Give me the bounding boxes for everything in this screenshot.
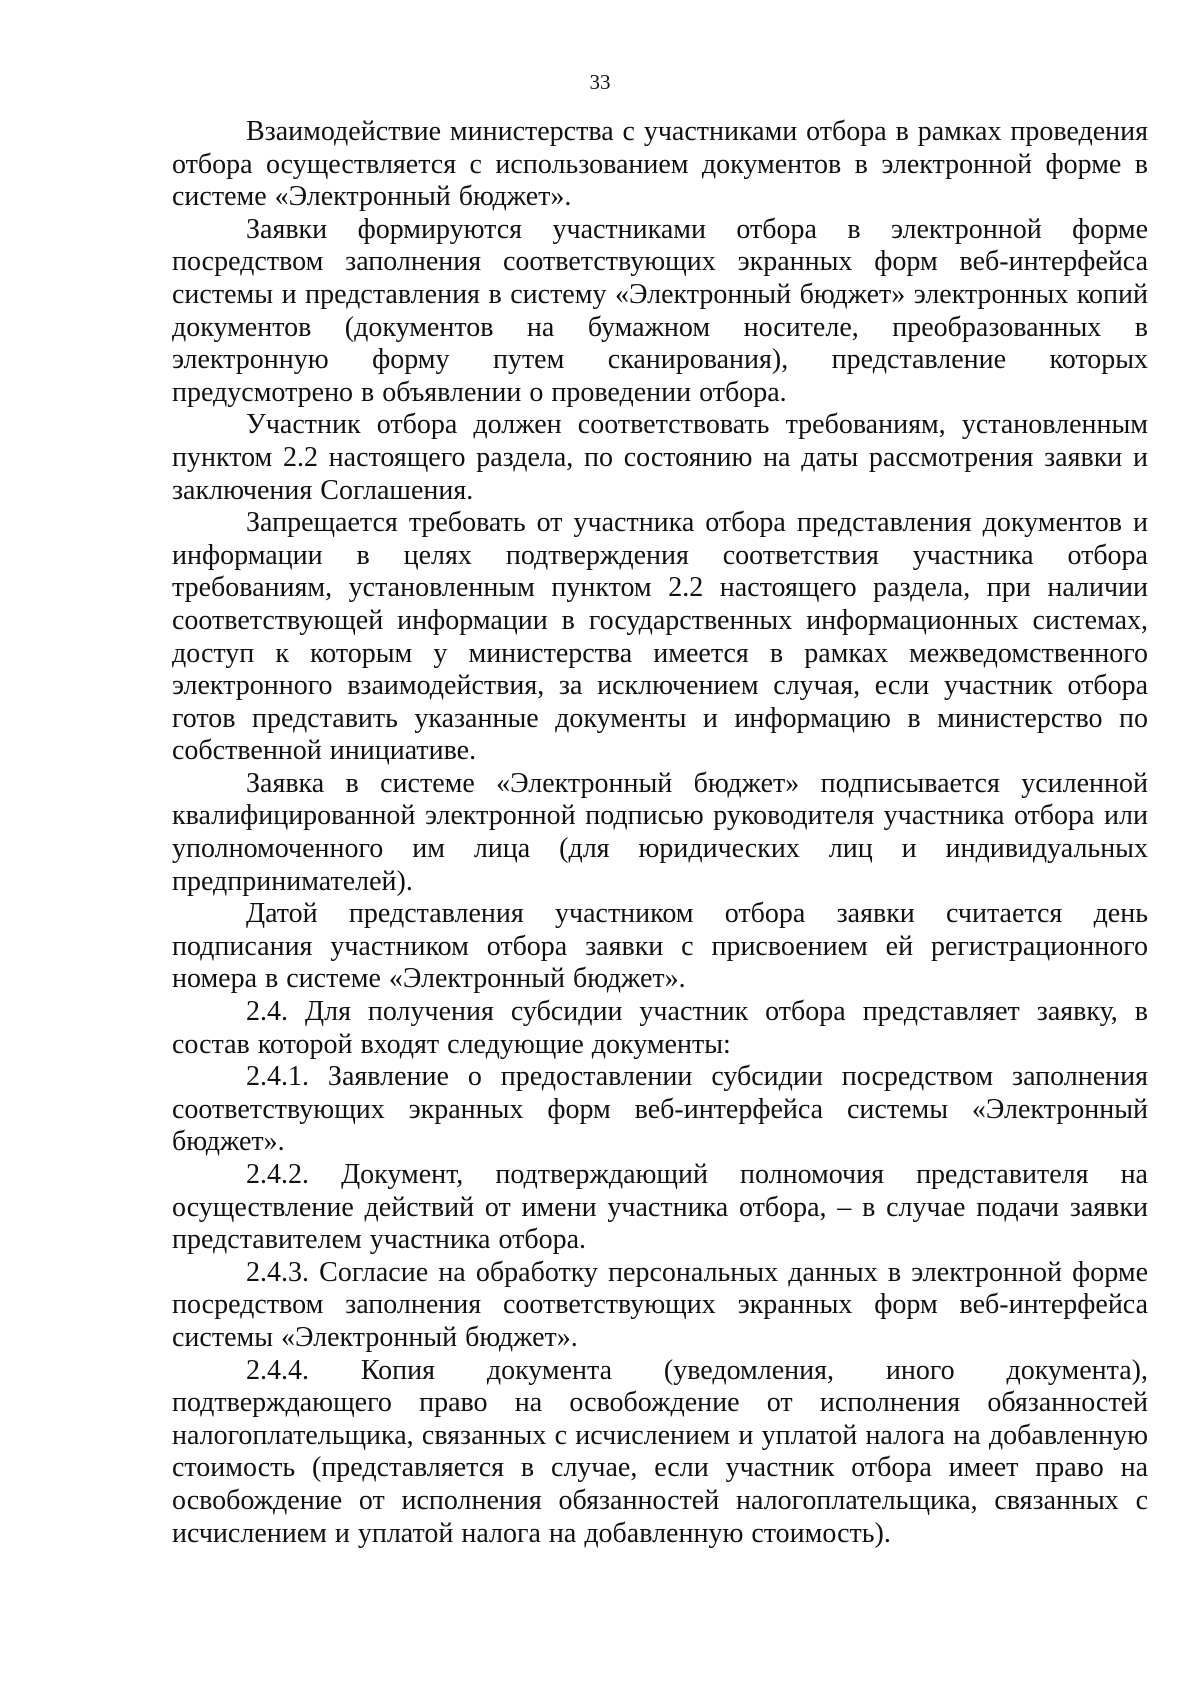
paragraph-section-2-4-3: 2.4.3. Согласие на обработку персональных данных в электронной форме посредством заполнения соответствующих экранных форм веб-интерфейса системы «Электронный бюджет». — [172, 1256, 1148, 1353]
paragraph-section-2-4-2: 2.4.2. Документ, подтверждающий полномочия представителя на осуществление действий от имени участника отбора, – в случае подачи заявки представителем участника отбора. — [172, 1159, 1148, 1256]
page-number: 33 — [589, 70, 611, 94]
document-body — [172, 116, 1148, 1550]
paragraph-signature: Заявка в системе «Электронный бюджет» подписывается усиленной квалифицированной электронной подписью руководителя участника отбора или уполномоченного им лица (для юридических лиц и индивидуальных предпринимателей). — [172, 767, 1148, 897]
paragraph-application-forming: Заявки формируются участниками отбора в электронной форме посредством заполнения соответствующих экранных форм веб-интерфейса системы и представления в систему «Электронный бюджет» электронных копий документов (документов на бумажном носителе, преобразованных в электронную форму путем сканирования), представление которых предусмотрено в объявлении о проведении отбора. — [172, 213, 1148, 408]
paragraph-section-2-4-4: 2.4.4. Копия документа (уведомления, иного документа), подтверждающего право на освобождение от исполнения обязанностей налогоплательщика, связанных с исчислением и уплатой налога на добавленную стоимость (представляется в случае, если участник отбора имеет право на освобождение от исполнения обязанностей налогоплательщика, связанных с исчислением и уплатой налога на добавленную стоимость). — [172, 1354, 1148, 1549]
paragraph-section-2-4: 2.4. Для получения субсидии участник отбора представляет заявку, в состав которой входят следующие документы: — [172, 996, 1148, 1060]
paragraph-submission-date: Датой представления участником отбора заявки считается день подписания участником отбора заявки с присвоением ей регистрационного номера в системе «Электронный бюджет». — [172, 898, 1148, 995]
paragraph-participant-requirements: Участник отбора должен соответствовать требованиям, установленным пунктом 2.2 настоящего раздела, по состоянию на даты рассмотрения заявки и заключения Соглашения. — [172, 409, 1148, 506]
paragraph-interaction: Взаимодействие министерства с участниками отбора в рамках проведения отбора осуществляется с использованием документов в электронной форме в системе «Электронный бюджет». — [172, 116, 1148, 213]
paragraph-section-2-4-1: 2.4.1. Заявление о предоставлении субсидии посредством заполнения соответствующих экранных форм веб-интерфейса системы «Электронный бюджет». — [172, 1061, 1148, 1158]
paragraph-prohibition: Запрещается требовать от участника отбора представления документов и информации в целях подтверждения соответствия участника отбора требованиям, установленным пунктом 2.2 настоящего раздела, при наличии соответствующей информации в государственных информационных системах, доступ к которым у министерства имеется в рамках межведомственного электронного взаимодействия, за исключением случая, если участник отбора готов представить указанные документы и информацию в министерство по собственной инициативе. — [172, 507, 1148, 767]
